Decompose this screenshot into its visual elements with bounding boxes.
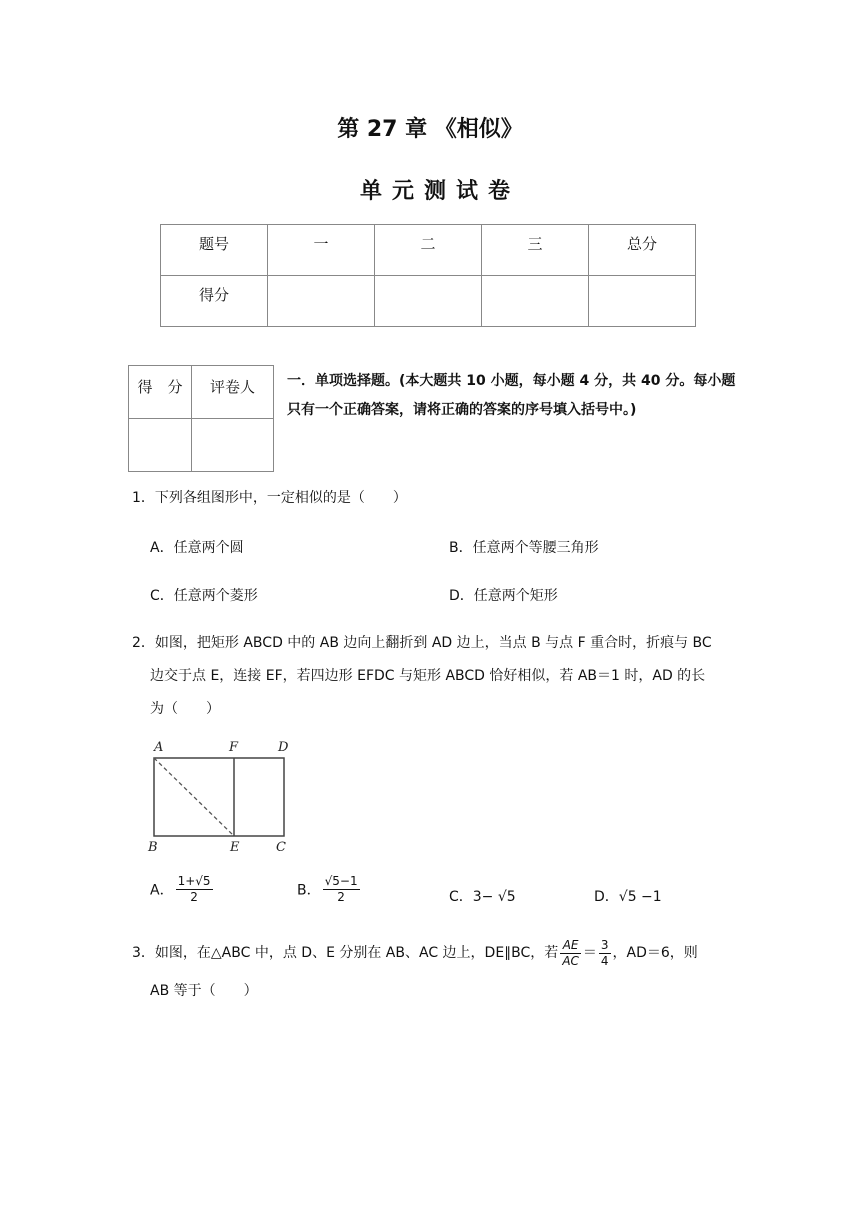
question-2-stem-line3: 为（ ） xyxy=(150,701,220,717)
rectangle-abcd xyxy=(154,758,284,836)
label-e: E xyxy=(230,840,240,855)
q1-option-b: B．任意两个等腰三角形 xyxy=(449,540,599,556)
q2-option-b: B． $\frac{√5-1}{2}$ xyxy=(297,874,358,904)
q2-option-d: D．√5 −1 xyxy=(594,889,662,905)
grader-name-cell xyxy=(192,419,274,472)
question-3-stem-line1: 3．如图，在△ABC 中，点 D、E 分别在 AB、AC 边上，DE∥BC，若 $\frac{AE}{AC}$ ＝ $\frac{3}{4}$ ，AD＝6，则 xyxy=(132,937,698,968)
q1-option-a: A．任意两个圆 xyxy=(150,540,244,556)
grader-name-label: 评卷人 xyxy=(192,366,274,419)
section-heading: 一．单项选择题。(本大题共 10 小题，每小题 4 分，共 40 分。每小题只有一个正确答案，请将正确的答案的序号填入括号中。) xyxy=(287,373,736,418)
score-cell xyxy=(482,276,589,327)
score-row-label: 得分 xyxy=(161,276,268,327)
q2-option-c: C．3− √5 xyxy=(449,889,516,905)
score-table xyxy=(160,224,696,327)
label-a: A xyxy=(154,740,164,755)
question-2-stem-line2: 边交于点 E，连接 EF，若四边形 EFDC 与矩形 ABCD 恰好相似，若 AB＝1 时，AD 的长 xyxy=(150,668,706,684)
label-f: F xyxy=(229,740,239,755)
score-header-cell: 一 xyxy=(268,225,375,276)
question-2-stem-line1: 2．如图，把矩形 ABCD 中的 AB 边向上翻折到 AD 边上，当点 B 与点 F 重合时，折痕与 BC xyxy=(132,635,712,651)
question-3-stem-line2: AB 等于（ ） xyxy=(150,983,258,999)
label-c: C xyxy=(276,840,286,855)
table-row xyxy=(161,225,696,276)
score-header-cell: 总分 xyxy=(589,225,696,276)
table-row xyxy=(161,276,696,327)
q1-option-d: D．任意两个矩形 xyxy=(449,588,558,604)
grader-score-label: 得 分 xyxy=(129,366,192,419)
test-subtitle: 单元测试卷 xyxy=(359,179,520,204)
fold-rectangle-figure xyxy=(140,736,300,856)
score-header-cell: 题号 xyxy=(161,225,268,276)
q1-option-c: C．任意两个菱形 xyxy=(150,588,258,604)
q2-option-a: A． $\frac{1+√5}{2}$ xyxy=(150,874,211,904)
score-cell xyxy=(375,276,482,327)
grader-score-cell xyxy=(129,419,192,472)
fold-crease-ae xyxy=(154,758,234,836)
label-b: B xyxy=(148,840,158,855)
chapter-title: 第 27 章 《相似》 xyxy=(337,117,523,142)
score-header-cell: 二 xyxy=(375,225,482,276)
table-row xyxy=(129,366,274,419)
score-cell xyxy=(589,276,696,327)
table-row xyxy=(129,419,274,472)
label-d: D xyxy=(278,740,289,755)
grader-table xyxy=(128,365,274,472)
score-cell xyxy=(268,276,375,327)
score-header-cell: 三 xyxy=(482,225,589,276)
question-1-stem: 1．下列各组图形中，一定相似的是（ ） xyxy=(132,490,407,506)
